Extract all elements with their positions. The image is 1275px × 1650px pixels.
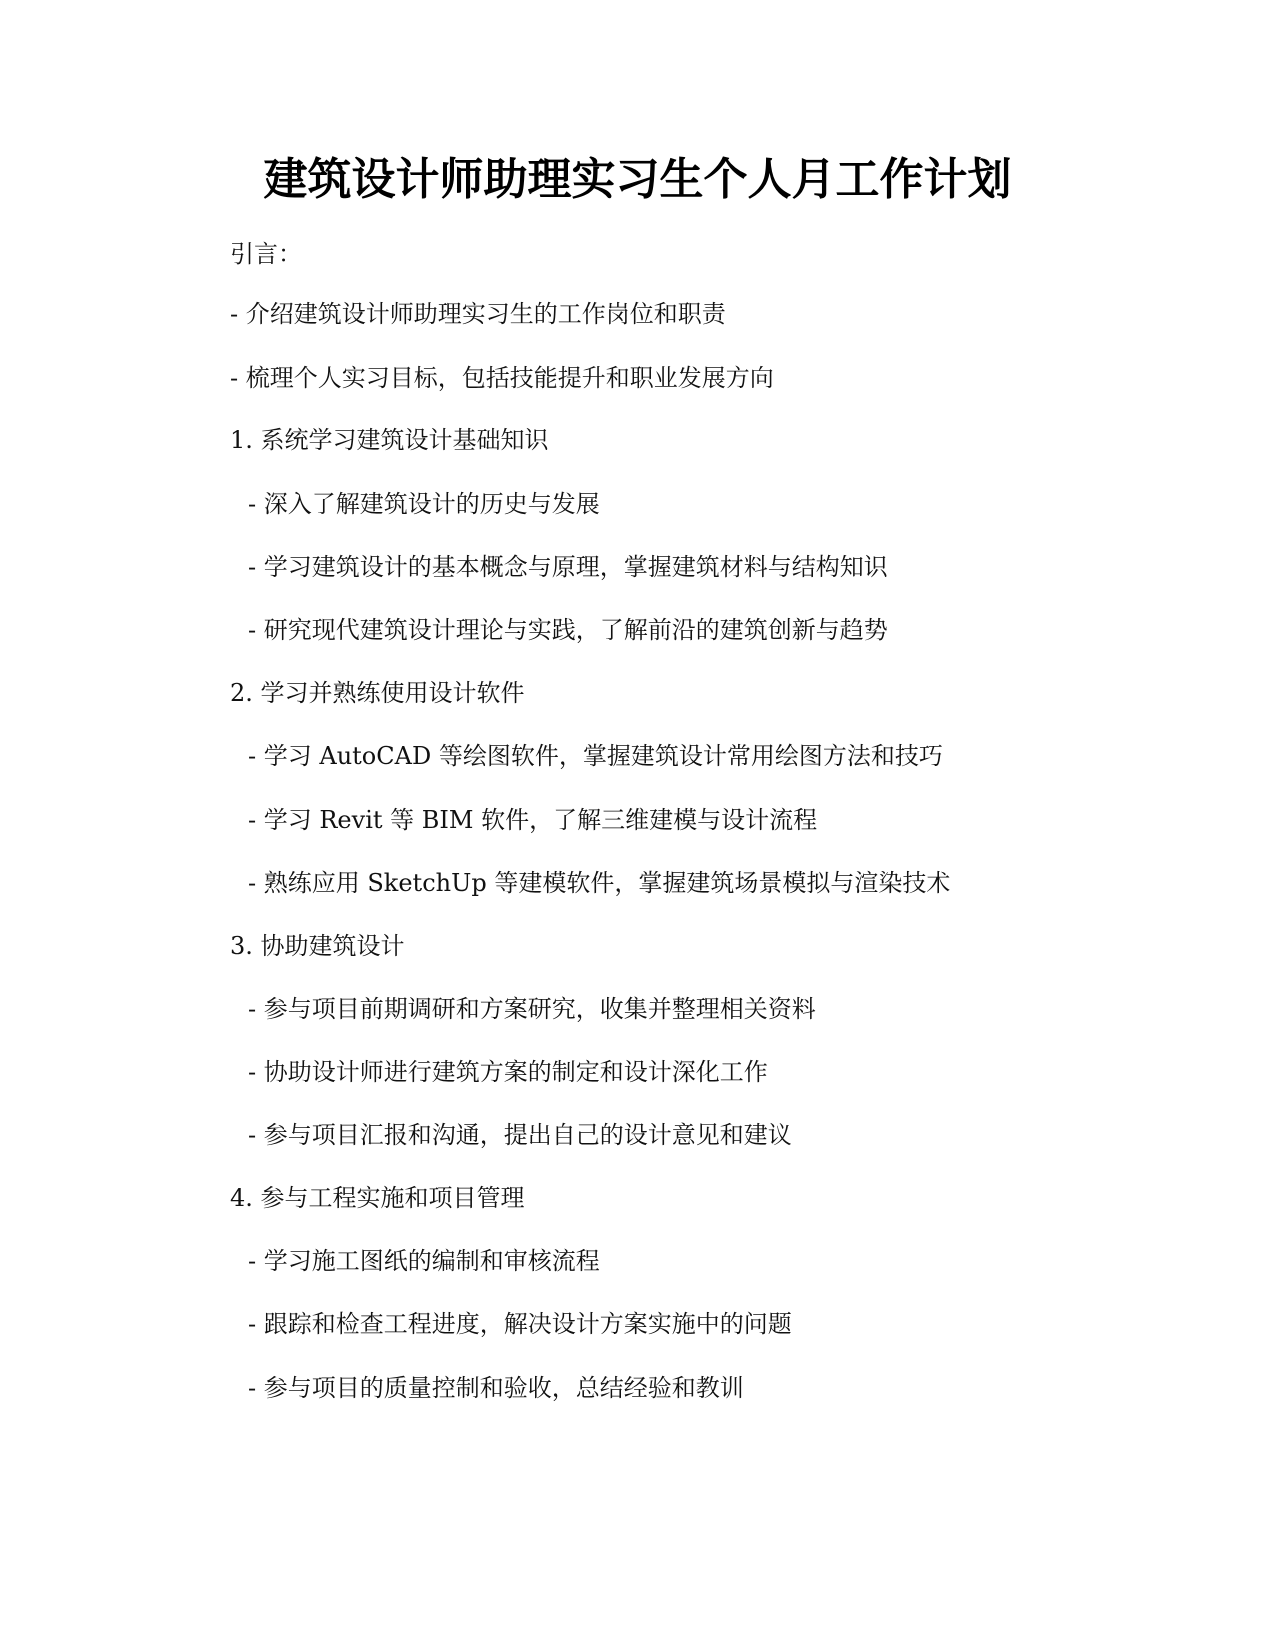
section-item: - 熟练应用 SketchUp 等建模软件，掌握建筑场景模拟与渲染技术	[248, 869, 951, 897]
intro-heading: 引言：	[230, 240, 302, 268]
section-item: - 跟踪和检查工程进度，解决设计方案实施中的问题	[248, 1310, 792, 1338]
section-item: - 学习 Revit 等 BIM 软件，了解三维建模与设计流程	[248, 806, 818, 834]
section-item: - 协助设计师进行建筑方案的制定和设计深化工作	[248, 1058, 768, 1086]
section-item: - 学习 AutoCAD 等绘图软件，掌握建筑设计常用绘图方法和技巧	[248, 742, 943, 770]
section-item: - 学习施工图纸的编制和审核流程	[248, 1247, 600, 1275]
section-heading: 3. 协助建筑设计	[230, 932, 405, 960]
section-heading: 4. 参与工程实施和项目管理	[230, 1184, 525, 1212]
section-heading: 2. 学习并熟练使用设计软件	[230, 679, 525, 707]
section-item: - 研究现代建筑设计理论与实践，了解前沿的建筑创新与趋势	[248, 616, 888, 644]
section-item: - 参与项目汇报和沟通，提出自己的设计意见和建议	[248, 1121, 792, 1149]
section-heading: 1. 系统学习建筑设计基础知识	[230, 426, 549, 454]
section-item: - 参与项目的质量控制和验收，总结经验和教训	[248, 1374, 744, 1402]
section-item: - 参与项目前期调研和方案研究，收集并整理相关资料	[248, 995, 816, 1023]
document-title: 建筑设计师助理实习生个人月工作计划	[263, 154, 1012, 205]
intro-item: - 梳理个人实习目标，包括技能提升和职业发展方向	[230, 364, 774, 392]
section-item: - 深入了解建筑设计的历史与发展	[248, 490, 600, 518]
section-item: - 学习建筑设计的基本概念与原理，掌握建筑材料与结构知识	[248, 553, 888, 581]
intro-item: - 介绍建筑设计师助理实习生的工作岗位和职责	[230, 300, 726, 328]
